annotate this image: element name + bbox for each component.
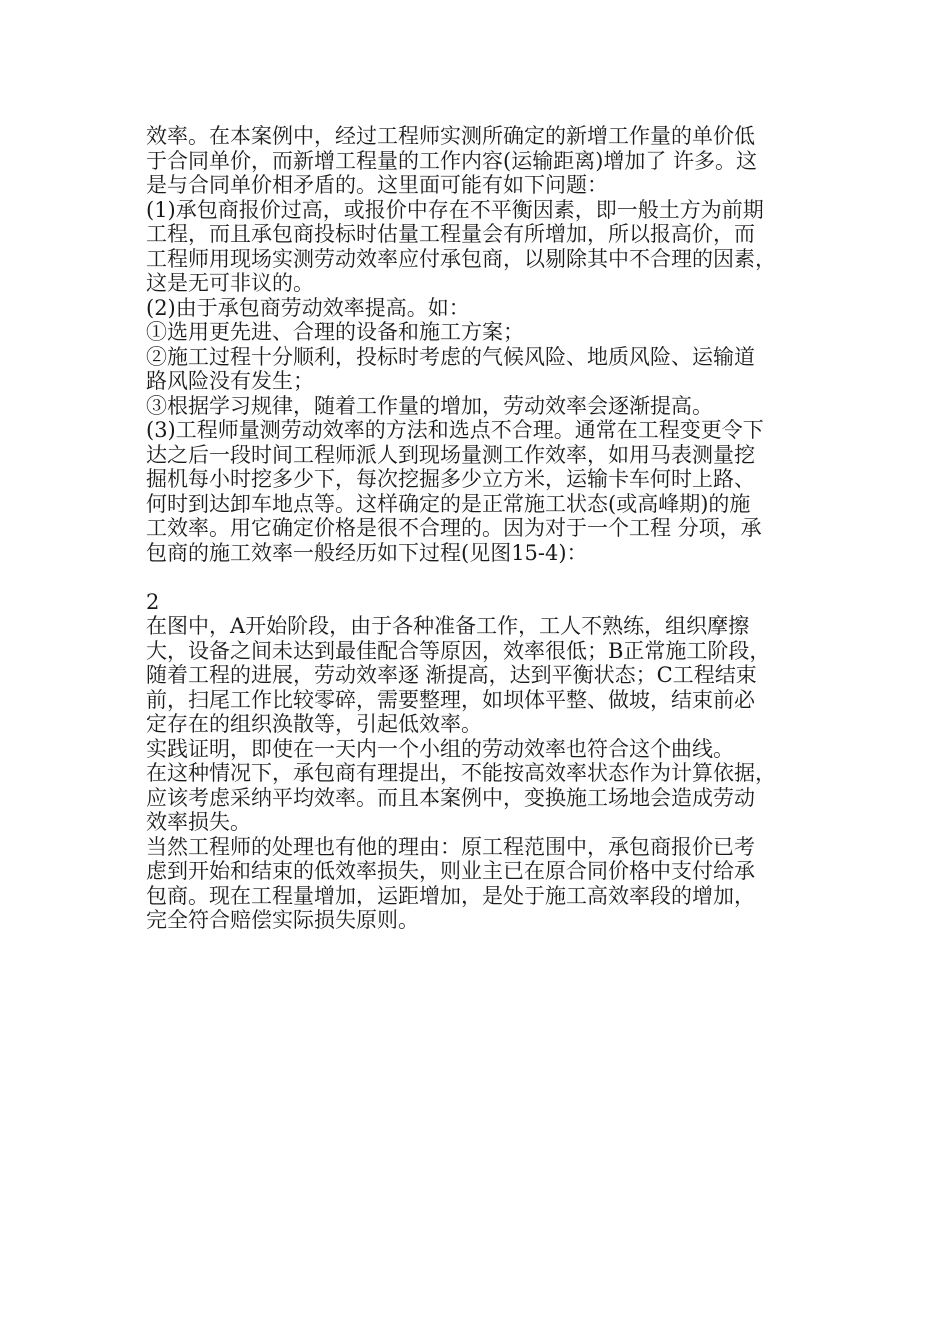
text-line: 包商。现在工程量增加，运距增加，是处于施工高效率段的增加，	[146, 883, 755, 908]
text-line: 包商的施工效率一般经历如下过程(见图15-4)：	[146, 540, 588, 565]
paragraph-block-2	[146, 614, 811, 933]
text-line: 是与合同单价相矛盾的。这里面可能有如下问题：	[146, 173, 608, 197]
text-line: 达之后一段时间工程师派人到现场量测工作效率，如用马表测量挖	[146, 442, 755, 467]
text-line: 当然工程师的处理也有他的理由：原工程范围中，承包商报价已考	[146, 834, 755, 859]
text-line: ①选用更先进、合理的设备和施工方案；	[146, 320, 524, 344]
text-line: 随着工程的进展，劳动效率逐 渐提高，达到平衡状态；C工程结束	[146, 663, 757, 687]
text-line: 何时到达卸车地点等。这样确定的是正常施工状态(或高峰期)的施	[146, 491, 751, 516]
text-line: 工程，而且承包商投标时估量工程量会有所增加，所以报高价，而	[146, 222, 755, 246]
text-line: (2)由于承包商劳动效率提高。如：	[146, 295, 470, 320]
text-line: 在这种情况下，承包商有理提出，不能按高效率状态作为计算依据，	[146, 761, 776, 785]
text-line: (3)工程师量测劳动效率的方法和选点不合理。通常在工程变更令下	[146, 418, 764, 442]
paragraph-block-1	[146, 124, 811, 565]
text-line: 于合同单价，而新增工程量的工作内容(运输距离)增加了 许多。这	[146, 148, 758, 173]
text-line: 这是无可非议的。	[146, 271, 314, 295]
text-line: 掘机每小时挖多少下，每次挖掘多少立方米，运输卡车何时上路、	[146, 467, 755, 491]
text-line: 工程师用现场实测劳动效率应付承包商，以剔除其中不合理的因素，	[146, 246, 776, 271]
text-line: 实践证明，即使在一天内一个小组的劳动效率也符合这个曲线。	[146, 736, 734, 761]
text-line: 大，设备之间未达到最佳配合等原因，效率很低；B正常施工阶段，	[146, 638, 771, 663]
page-number: 2	[146, 589, 160, 614]
text-line: 前，扫尾工作比较零碎，需要整理，如坝体平整、做坡，结束前必	[146, 687, 755, 712]
text-line: 效率损失。	[146, 810, 251, 834]
text-line: 工效率。用它确定价格是很不合理的。因为对于一个工程 分项，承	[146, 516, 762, 540]
text-line: 定存在的组织涣散等，引起低效率。	[146, 712, 482, 736]
text-line: 虑到开始和结束的低效率损失，则业主已在原合同价格中支付给承	[146, 859, 755, 883]
text-line: 在图中，A开始阶段，由于各种准备工作，工人不熟练，组织摩擦	[146, 614, 750, 638]
text-line: ③根据学习规律，随着工作量的增加，劳动效率会逐渐提高。	[146, 393, 713, 418]
text-line: ②施工过程十分顺利，投标时考虑的气候风险、地质风险、运输道	[146, 344, 755, 369]
text-line: 效率。在本案例中，经过工程师实测所确定的新增工作量的单价低	[146, 124, 755, 148]
text-line: 路风险没有发生；	[146, 369, 314, 393]
text-line: (1)承包商报价过高，或报价中存在不平衡因素，即一般土方为前期	[146, 197, 764, 222]
document-body	[146, 124, 811, 933]
blank-line	[146, 565, 811, 590]
text-line: 完全符合赔偿实际损失原则。	[146, 908, 419, 932]
text-line: 应该考虑采纳平均效率。而且本案例中，变换施工场地会造成劳动	[146, 785, 755, 810]
